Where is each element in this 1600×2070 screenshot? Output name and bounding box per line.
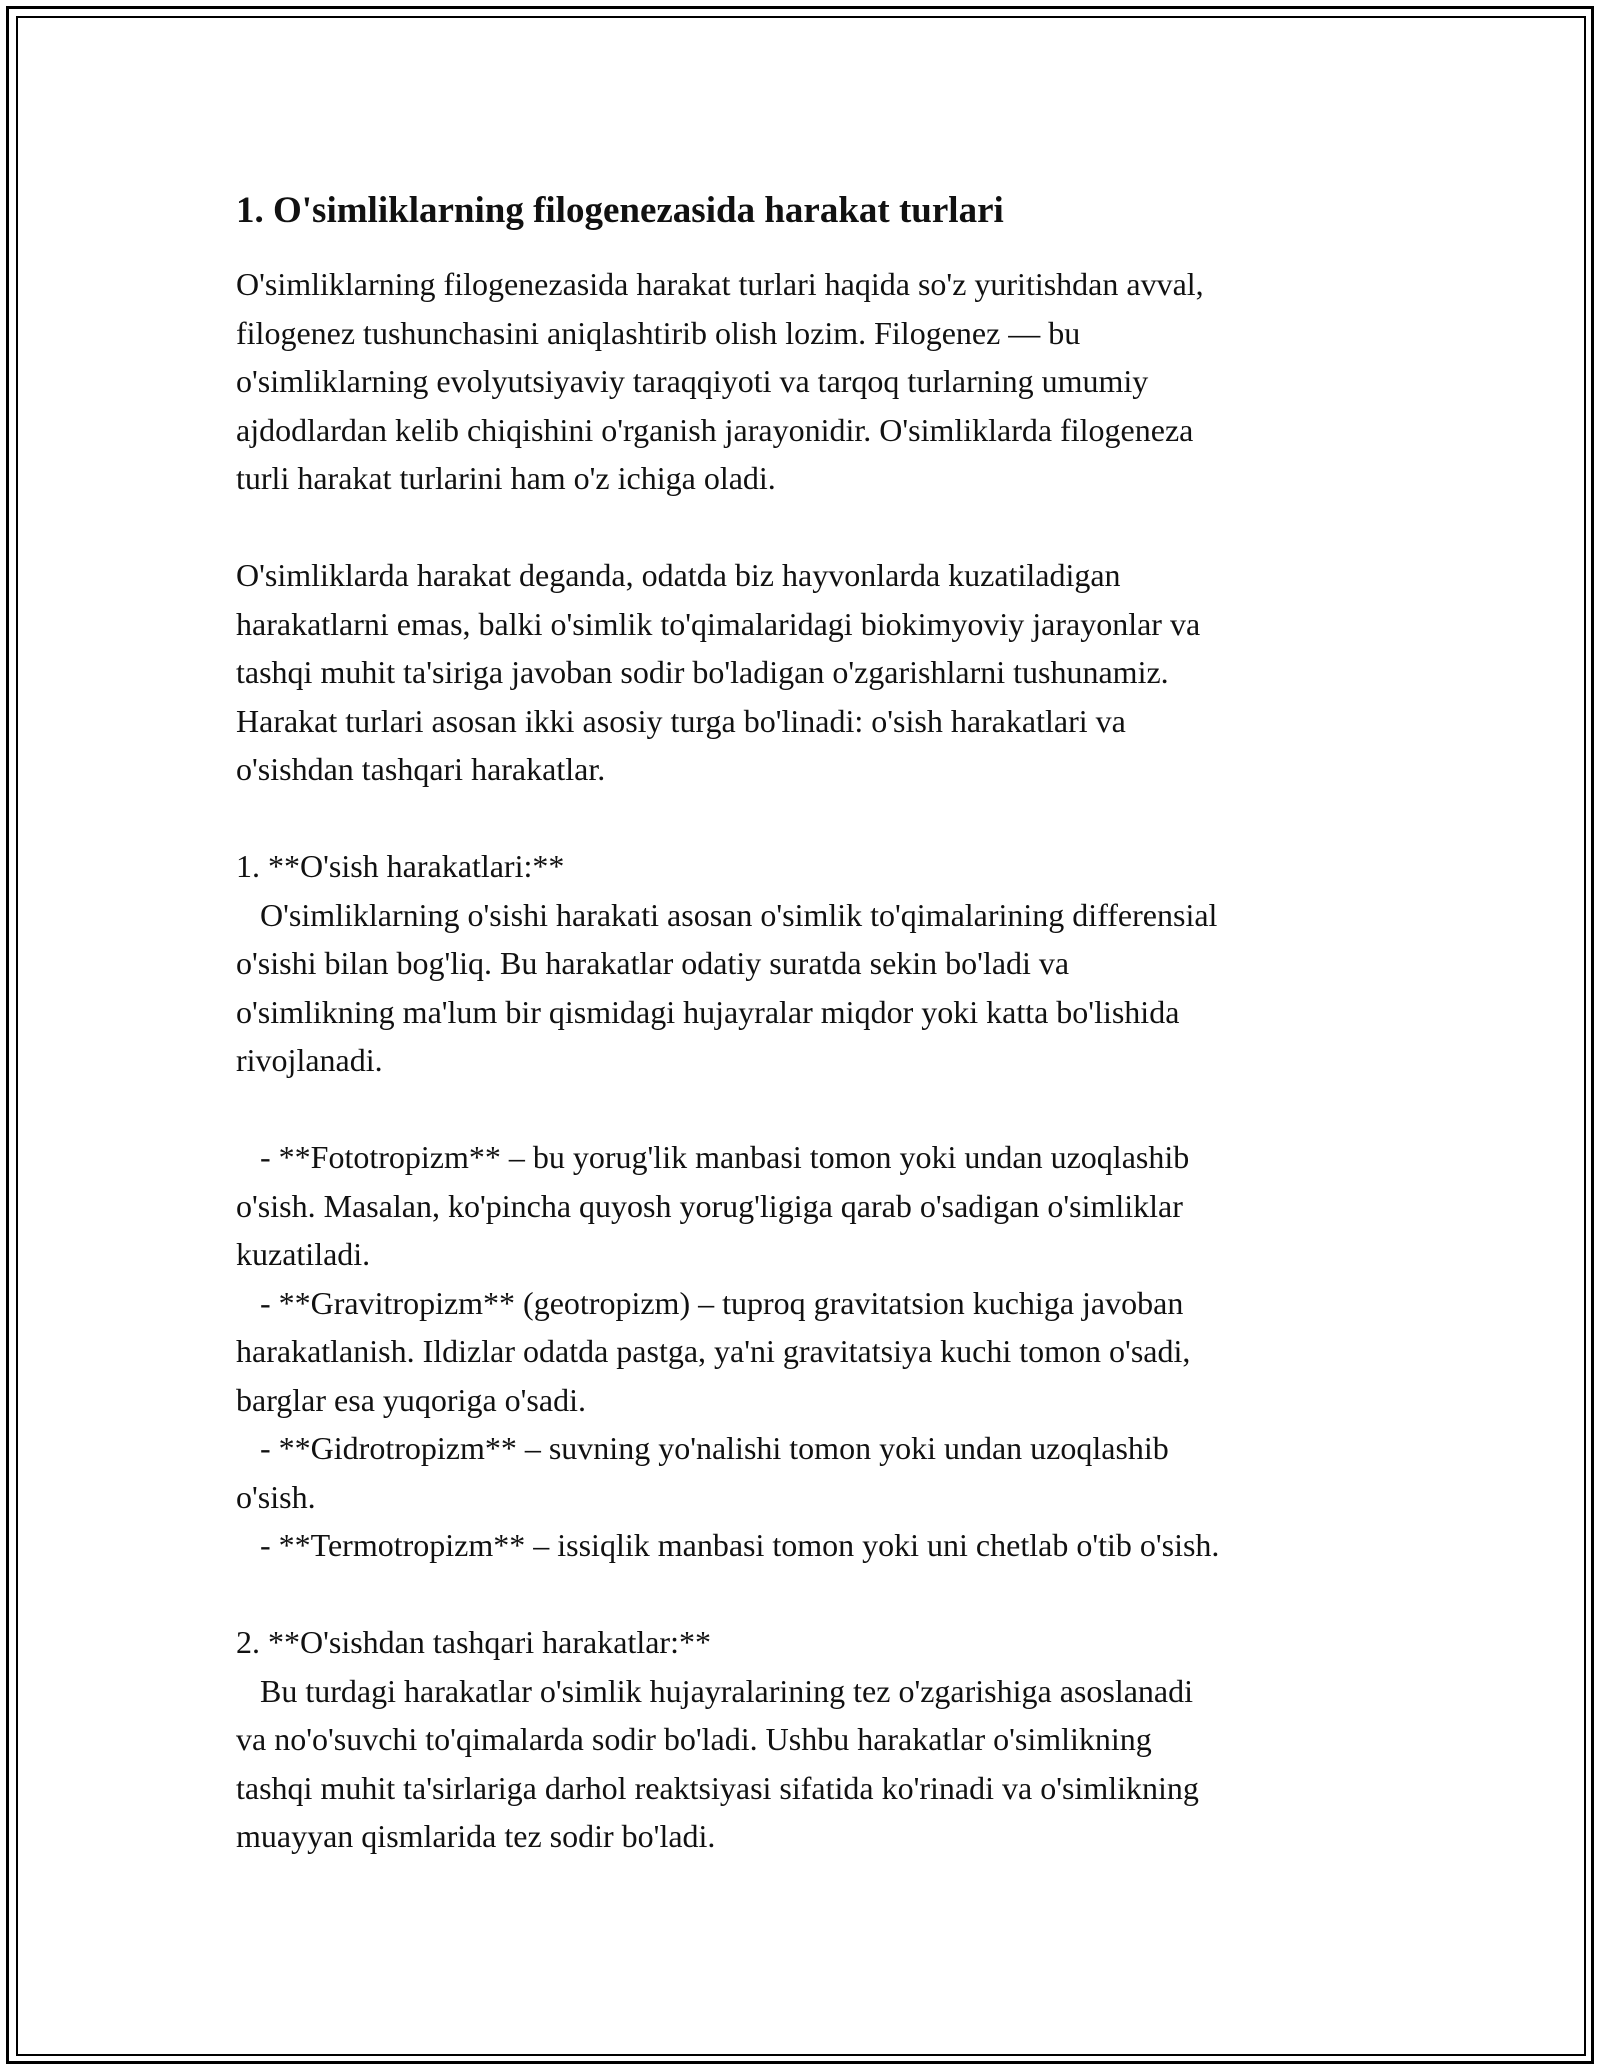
text-line: 2. **O'sishdan tashqari harakatlar:** [236,1624,711,1660]
text-line: va no'o'suvchi to'qimalarda sodir bo'ladi. Ushbu harakatlar o'simlikning [236,1721,1152,1757]
text-line: O'simliklarning filogenezasida harakat turlari haqida so'z yuritishdan avval, [236,266,1204,302]
text-line: - **Termotropizm** – issiqlik manbasi tomon yoki uni chetlab o'tib o'sish. [236,1527,1220,1563]
text-line: - **Gidrotropizm** – suvning yo'nalishi tomon yoki undan uzoqlashib [236,1430,1169,1466]
text-line: kuzatiladi. [236,1236,371,1272]
text-line: 1. **O'sish harakatlari:** [236,848,565,884]
text-line: - **Gravitropizm** (geotropizm) – tuproq gravitatsion kuchiga javoban [236,1284,1184,1321]
text-line: ajdodlardan kelib chiqishini o'rganish jarayonidir. O'simliklarda filogeneza [236,411,1194,448]
blank-line [236,794,1386,843]
document-text [236,260,1386,1861]
document-body [236,186,1386,1861]
text-line: Harakat turlari asosan ikki asosiy turga bo'linadi: o'sish harakatlari va [236,702,1126,739]
text-line: harakatlanish. Ildizlar odatda pastga, ya'ni gravitatsiya kuchi tomon o'sadi, [236,1333,1191,1369]
text-line: tashqi muhit ta'siriga javoban sodir bo'ladigan o'zgarishlarni tushunamiz. [236,654,1169,690]
text-line: tashqi muhit ta'sirlariga darhol reaktsiyasi sifatida ko'rinadi va o'simlikning [236,1769,1199,1806]
text-line: Bu turdagi harakatlar o'simlik hujayralarining tez o'zgarishiga asoslanadi [236,1672,1194,1709]
text-line: o'simlikning ma'lum bir qismidagi hujayralar miqdor yoki katta bo'lishida [236,993,1180,1030]
document-title: 1. O'simliklarning filogenezasida harakat turlari [236,190,1004,231]
text-line: rivojlanadi. [236,1042,383,1078]
blank-line [236,1570,1386,1619]
text-line: muayyan qismlarida tez sodir bo'ladi. [236,1818,716,1854]
text-line: o'sishi bilan bog'liq. Bu harakatlar odatiy suratda sekin bo'ladi va [236,945,1070,981]
text-line: harakatlarni emas, balki o'simlik to'qimalaridagi biokimyoviy jarayonlar va [236,605,1201,642]
text-line: o'sish. [236,1478,316,1515]
text-line: turli harakat turlarini ham o'z ichiga oladi. [236,460,776,496]
text-line: O'simliklarning o'sishi harakati asosan o'simlik to'qimalarining differensial [236,896,1218,933]
blank-line [236,1085,1386,1134]
text-line: barglar esa yuqoriga o'sadi. [236,1381,586,1418]
text-line: o'sishdan tashqari harakatlar. [236,751,606,787]
blank-line [236,503,1386,552]
text-line: O'simliklarda harakat deganda, odatda biz hayvonlarda kuzatiladigan [236,557,1121,593]
text-line: o'sish. Masalan, ko'pincha quyosh yorug'ligiga qarab o'sadigan o'simliklar [236,1187,1183,1224]
text-line: - **Fototropizm** – bu yorug'lik manbasi tomon yoki undan uzoqlashib [236,1139,1190,1175]
text-line: filogenez tushunchasini aniqlashtirib olish lozim. Filogenez — bu [236,314,1081,351]
text-line: o'simliklarning evolyutsiyaviy taraqqiyoti va tarqoq turlarning umumiy [236,363,1149,399]
